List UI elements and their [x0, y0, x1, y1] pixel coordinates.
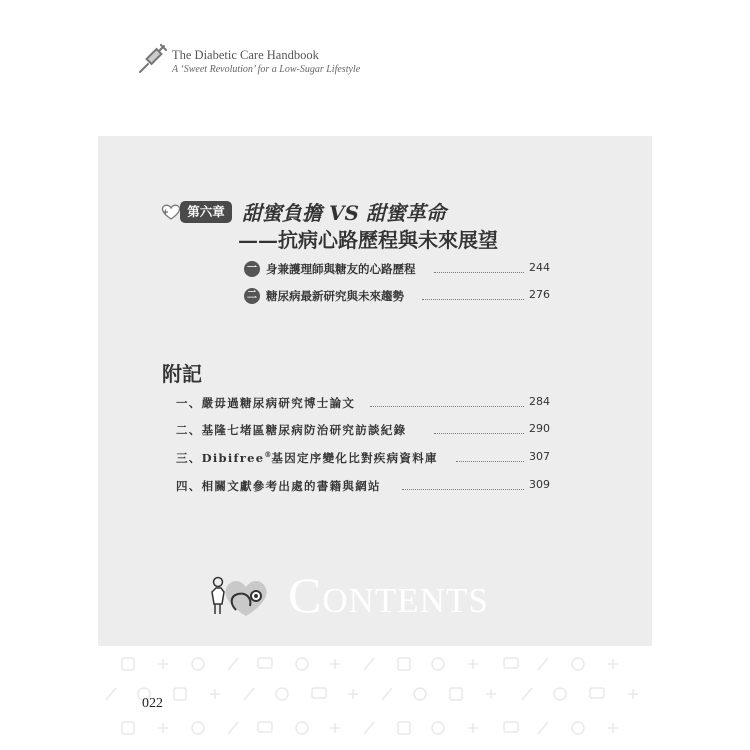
page-number: 022: [142, 696, 163, 711]
appendix-item-4[interactable]: [176, 477, 550, 495]
dot-leader: [422, 287, 524, 300]
chapter-badge: 第六章: [180, 201, 232, 223]
dot-leader: [456, 449, 524, 462]
toc-section-1[interactable]: [244, 260, 550, 278]
appendix-label: 四、相關文獻參考出處的書籍與網站: [176, 479, 381, 493]
section-label: 糖尿病最新研究與未來趨勢: [266, 289, 404, 303]
section-marker: 二: [244, 288, 260, 304]
medical-pattern-background: [98, 646, 652, 750]
syringe-icon: [136, 44, 168, 76]
page-ref: 244: [529, 261, 550, 274]
chapter-title: 甜蜜負擔 VS 甜蜜革命: [242, 201, 446, 225]
page-ref: 307: [529, 450, 550, 463]
dot-leader: [370, 394, 524, 407]
book-title: The Diabetic Care Handbook: [172, 48, 319, 62]
page-ref: 276: [529, 288, 550, 301]
appendix-label: [176, 450, 438, 466]
chapter-subtitle: ——抗病心路歷程與未來展望: [238, 228, 498, 252]
heart-plus-icon: [160, 203, 182, 221]
page-ref: 290: [529, 422, 550, 435]
dot-leader: [434, 260, 524, 273]
contents-watermark: Contents: [288, 567, 489, 623]
appendix-label-post: 基因定序變化比對疾病資料庫: [271, 451, 438, 465]
appendix-title: 附記: [162, 362, 202, 386]
page-ref: 284: [529, 395, 550, 408]
running-header: [136, 42, 436, 82]
page-ref: 309: [529, 478, 550, 491]
section-label: 身兼護理師與糖友的心路歷程: [266, 262, 416, 276]
dot-leader: [434, 421, 524, 434]
toc-section-2[interactable]: [244, 287, 550, 305]
nurse-heart-stethoscope-icon: [206, 570, 276, 622]
appendix-label: 二、基隆七堵區糖尿病防治研究訪談紀錄: [176, 423, 407, 437]
appendix-item-1[interactable]: [176, 394, 550, 412]
dot-leader: [402, 477, 524, 490]
appendix-item-2[interactable]: [176, 421, 550, 439]
section-marker: 一: [244, 261, 260, 277]
appendix-label-pre: 三、Dibifree: [176, 451, 265, 465]
registered-mark: ®: [264, 450, 272, 460]
appendix-label: 一、嚴毋過糖尿病研究博士論文: [176, 396, 356, 410]
book-subtitle: A ‘Sweet Revolution’ for a Low-Sugar Lifestyle: [172, 64, 361, 75]
appendix-item-3[interactable]: [176, 449, 550, 467]
